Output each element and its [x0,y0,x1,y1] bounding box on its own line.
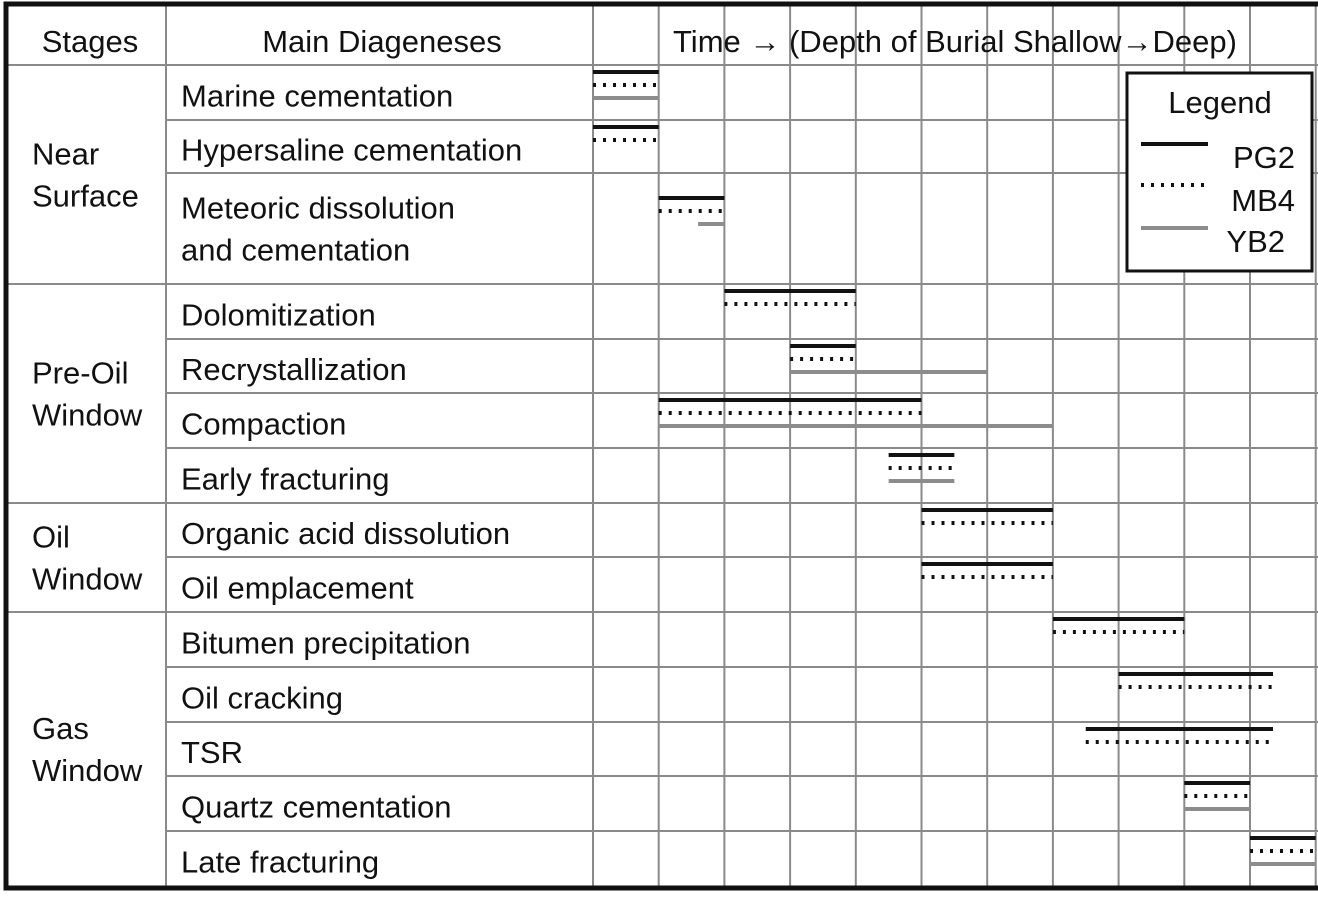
diagenesis-label: Oil emplacement [181,570,414,606]
header-main-diageneses: Main Diageneses [262,24,502,59]
diagenesis-label: Recrystallization [181,352,407,387]
stage-label: Window [32,561,143,597]
diagenesis-label: Compaction [181,406,347,442]
diagenesis-label: Organic acid dissolution [181,516,511,551]
stage-label: Pre-Oil [32,355,129,391]
diagenesis-label: TSR [181,735,243,770]
diagenesis-label: Bitumen precipitation [181,625,471,661]
diagenesis-label: Quartz cementation [181,789,452,825]
legend-label-yb2: YB2 [1226,224,1285,259]
stage-label: Surface [32,178,139,214]
text-layer [32,24,1237,880]
diagenesis-label: and cementation [181,232,411,268]
legend-label-pg2: PG2 [1232,140,1295,175]
legend-label-mb4: MB4 [1231,183,1295,218]
stage-label: Window [32,397,143,433]
diagenesis-label: Marine cementation [181,78,454,114]
legend [1127,73,1312,271]
stage-label: Window [32,753,143,788]
diagenesis-label: Meteoric dissolution [181,190,455,226]
header-stages: Stages [41,24,139,59]
stage-label: Near [32,136,100,172]
diagenesis-label: Late fracturing [181,844,380,880]
diagenesis-label: Early fracturing [181,461,390,497]
diagenesis-label: Oil cracking [181,680,343,716]
stage-label: Gas [32,711,89,746]
legend-title: Legend [1168,85,1272,120]
header-time-axis: Time → (Depth of Burial Shallow→Deep) [673,24,1237,59]
diagenesis-label: Dolomitization [181,297,376,333]
stage-label: Oil [32,519,70,555]
diagenesis-label: Hypersaline cementation [181,132,523,168]
